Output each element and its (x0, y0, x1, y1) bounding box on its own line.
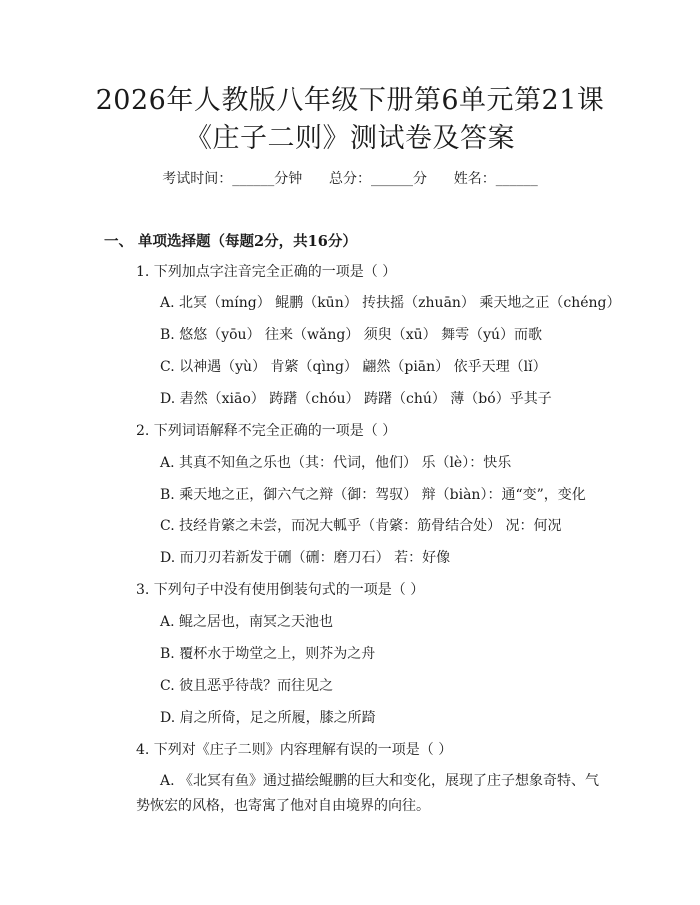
document-title-line-1: 2026年人教版八年级下册第6单元第21课 (95, 85, 605, 116)
question-4-stem: 4. 下列对《庄子二则》内容理解有误的一项是（ ） (136, 742, 453, 758)
section-heading: 一、 单项选择题（每题2分，共16分） (104, 233, 357, 250)
question-3-option-c: C. 彼且恶乎待哉？而往见之 (160, 678, 334, 694)
question-2-option-a: A. 其真不知鱼之乐也（其：代词，他们） 乐（lè）：快乐 (160, 455, 512, 471)
exam-info-line: 考试时间：______分钟 总分：______分 姓名：______ (162, 171, 538, 187)
question-3-option-b: B. 覆杯水于坳堂之上，则芥为之舟 (160, 646, 376, 662)
question-1-option-d: D. 砉然（xiāo） 踌躇（chóu） 踌躇（chú） 薄（bó）乎其子 (160, 391, 552, 407)
question-1-option-a: A. 北冥（míng） 鲲鹏（kūn） 抟扶摇（zhuān） 乘天地之正（chéng） (160, 295, 621, 311)
question-1-option-b: B. 悠悠（yōu） 往来（wǎng） 须臾（xū） 舞雩（yú）而歌 (160, 327, 543, 343)
question-2-option-d: D. 而刀刃若新发于硎（硎：磨刀石） 若：好像 (160, 550, 451, 566)
question-3-option-a: A. 鲲之居也，南冥之天池也 (160, 614, 334, 630)
question-4-option-a-line-2: 势恢宏的风格，也寄寓了他对自由境界的向往。 (136, 798, 430, 814)
question-2-option-b: B. 乘天地之正，御六气之辩（御：驾驭） 辩（biàn）：通“变”，变化 (160, 487, 586, 503)
question-3-stem: 3. 下列句子中没有使用倒装句式的一项是（ ） (136, 582, 425, 598)
question-2-option-c: C. 技经肯綮之未尝，而况大軱乎（肯綮：筋骨结合处） 况：何况 (160, 518, 562, 534)
document-title-line-2: 《庄子二则》测试卷及答案 (185, 123, 515, 154)
question-1-stem: 1. 下列加点字注音完全正确的一项是（ ） (136, 264, 397, 280)
question-1-option-c: C. 以神遇（yù） 肯綮（qìng） 翩然（piān） 依乎天理（lǐ） (160, 359, 547, 375)
question-3-option-d: D. 肩之所倚，足之所履，膝之所踦 (160, 710, 376, 726)
question-2-stem: 2. 下列词语解释不完全正确的一项是（ ） (136, 423, 397, 439)
question-4-option-a-line-1: A. 《北冥有鱼》通过描绘鲲鹏的巨大和变化，展现了庄子想象奇特、气 (160, 773, 600, 789)
